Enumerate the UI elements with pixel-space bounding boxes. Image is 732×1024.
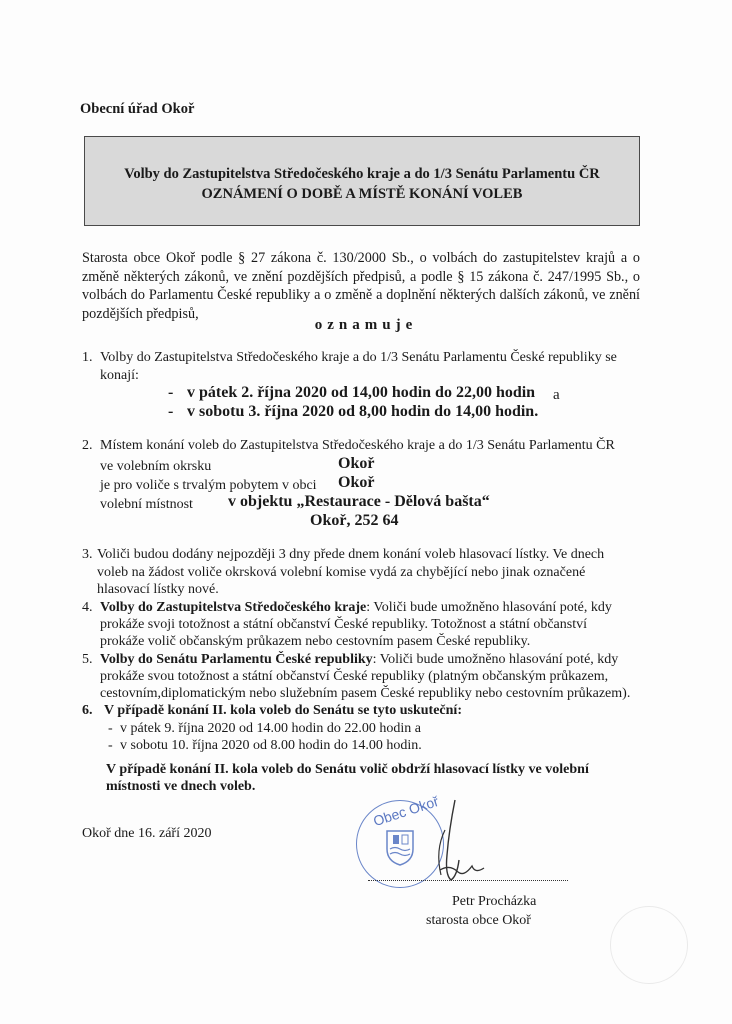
item5-line1 xyxy=(100,651,618,669)
item-number: 1. xyxy=(82,350,93,365)
item3-line1: Voliči budou dodány nejpozději 3 dny přede dnem konání voleb hlasovací lístky. Ve dnech xyxy=(97,547,605,562)
office-name: Obecní úřad Okoř xyxy=(80,101,195,117)
item5-line3: cestovním,diplomatickým nebo služebním pasem České republiky nebo cestovním průkazem). xyxy=(100,686,631,701)
title-line-1: Volby do Zastupitelstva Středočeského kraje a do 1/3 Senátu Parlamentu ČR xyxy=(124,166,600,182)
voters-label: je pro voliče s trvalým pobytem v obci xyxy=(100,478,317,493)
item5-line2: prokáže svou totožnost a státní občanství České republiky (platným občanským průkazem, xyxy=(100,669,609,684)
item4-line2: prokáže svoji totožnost a státní občanství České republiky. Totožnost a státní občanství xyxy=(100,617,587,632)
room-value: v objektu „Restaurace - Dělová bašta“ xyxy=(228,493,490,510)
item-number: 3. xyxy=(82,547,93,562)
signature xyxy=(385,790,495,900)
item4-line1 xyxy=(100,599,612,617)
item-number: 5. xyxy=(82,652,93,667)
item1-line2: konají: xyxy=(100,368,139,383)
room-address: Okoř, 252 64 xyxy=(310,512,399,529)
title-box xyxy=(84,136,640,226)
item6-date2: v sobotu 10. října 2020 od 8.00 hodin do 14.00 hodin. xyxy=(120,738,422,753)
intro-line: Starosta obce Okoř podle § 27 zákona č. 130/2000 Sb., o volbách do zastupitelstev krajů a o xyxy=(82,250,640,266)
item-number: 6. xyxy=(82,703,93,718)
signature-line xyxy=(368,880,568,881)
item-number: 2. xyxy=(82,438,93,453)
item4-line1-rest: : Voliči bude umožněno hlasování poté, kdy xyxy=(366,600,612,615)
item6-date1: v pátek 9. října 2020 od 14.00 hodin do 22.00 hodin a xyxy=(120,721,421,736)
item2-line1: Místem konání voleb do Zastupitelstva Středočeského kraje a do 1/3 Senátu Parlamentu ČR xyxy=(100,438,615,453)
title-line-2: OZNÁMENÍ O DOBĚ A MÍSTĚ KONÁNÍ VOLEB xyxy=(201,186,523,202)
embossed-seal xyxy=(610,906,688,984)
intro-line: změně některých zákonů, ve znění pozdějších předpisů, a podle § 15 zákona č. 247/1995 Sb., o xyxy=(82,268,640,285)
voters-value: Okoř xyxy=(338,474,375,491)
signer-name: Petr Procházka xyxy=(452,894,537,909)
item1-line1: Volby do Zastupitelstva Středočeského kraje a do 1/3 Senátu Parlamentu České republiky se xyxy=(100,350,617,365)
item3-line3: hlasovací lístky nové. xyxy=(97,582,219,597)
room-label: volební místnost xyxy=(100,497,193,512)
announcement-verb: oznamuje xyxy=(314,317,418,333)
item1-date2: v sobotu 3. října 2020 od 8,00 hodin do 14,00 hodin. xyxy=(187,403,539,420)
item1-date1-conj: a xyxy=(553,387,560,403)
signer-title: starosta obce Okoř xyxy=(426,913,531,928)
place-date: Okoř dne 16. září 2020 xyxy=(82,826,212,841)
item1-date2-bullet: - xyxy=(168,403,174,420)
item-number: 4. xyxy=(82,600,93,615)
item6-date1-bullet: - xyxy=(108,721,113,736)
item3-line2: voleb na žádost voliče okrsková volební komise vydá za chybějící nebo jinak označené xyxy=(97,565,586,580)
item6-date2-bullet: - xyxy=(108,738,113,753)
note-line1: V případě konání II. kola voleb do Senátu volič obdrží hlasovací lístky ve volební xyxy=(106,762,589,777)
item1-date1-bullet: - xyxy=(168,384,174,401)
item4-line3: prokáže volič občanským průkazem nebo cestovním pasem České republiky. xyxy=(100,634,531,649)
item5-heading: Volby do Senátu Parlamentu České republiky xyxy=(100,652,373,667)
district-value: Okoř xyxy=(338,455,375,472)
intro-paragraph xyxy=(82,249,640,323)
item1-date1: v pátek 2. října 2020 od 14,00 hodin do 22,00 hodin xyxy=(187,384,536,401)
district-label: ve volebním okrsku xyxy=(100,459,212,474)
item4-heading: Volby do Zastupitelstva Středočeského kraje xyxy=(100,600,367,615)
note-line2: místnosti ve dnech voleb. xyxy=(106,779,256,794)
stamp-text: Obec Okoř xyxy=(371,792,441,830)
intro-line: pozdějších předpisů, xyxy=(82,305,199,322)
intro-line: volbách do Parlamentu České republiky a o změně a doplnění některých dalších zákonů, ve znění xyxy=(82,287,640,303)
item5-line1-rest: : Voliči bude umožněno hlasování poté, kdy xyxy=(372,652,619,667)
item6-line1: V případě konání II. kola voleb do Senátu se tyto uskuteční: xyxy=(104,703,462,718)
